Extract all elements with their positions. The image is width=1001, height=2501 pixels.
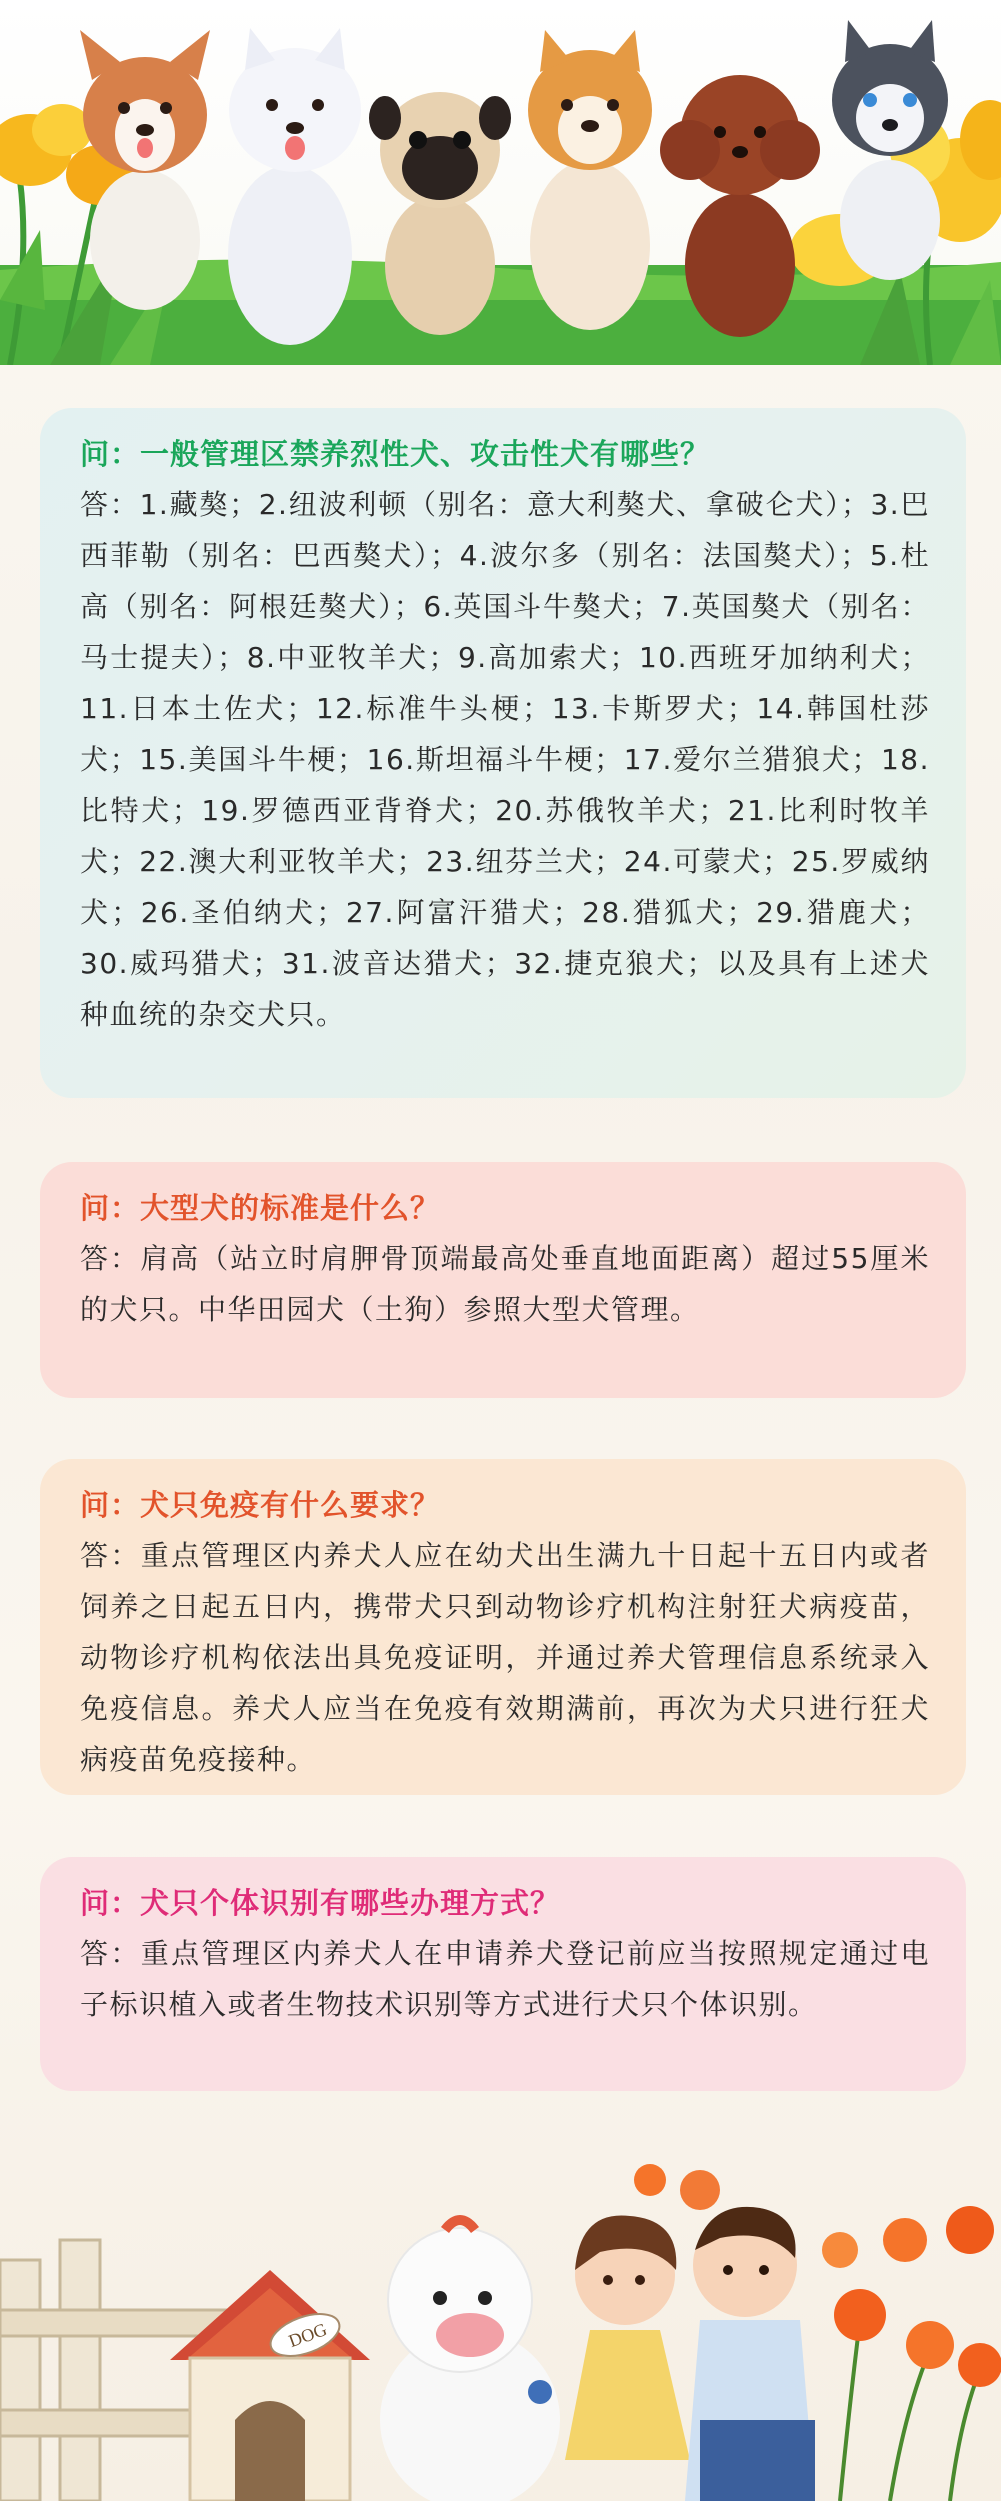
question-text: 问：大型犬的标准是什么？: [80, 1191, 441, 1225]
white-fluffy-dog: [380, 2220, 560, 2501]
dog-house: [170, 2270, 370, 2501]
answer-text: 答：肩高（站立时肩胛骨顶端最高处垂直地面距离）超过55厘米的犬只。中华田园犬（土狗）参照大型犬管理。: [80, 1241, 930, 1326]
dog-banner-illustration: [0, 0, 1001, 365]
qa-card-identification: [40, 1857, 966, 2091]
shiba-inu-dog-figure: [528, 30, 652, 330]
doghouse-sign-text: DOG: [285, 2319, 330, 2352]
man-figure: [685, 2207, 815, 2501]
samoyed-dog-figure: [228, 28, 361, 345]
qa-card-vaccination: [40, 1459, 966, 1795]
girl-figure: [565, 2215, 690, 2460]
qa-card-large-dog-standard: [40, 1162, 966, 1398]
answer-text: 答：重点管理区内养犬人在申请养犬登记前应当按照规定通过电子标识植入或者生物技术识别等方式进行犬只个体识别。: [80, 1936, 930, 2021]
qa-card-banned-breeds: [40, 408, 966, 1098]
orange-flowers-decoration: [634, 2164, 1001, 2501]
question-text: 问：犬只免疫有什么要求？: [80, 1488, 441, 1522]
question-text: 问：犬只个体识别有哪些办理方式？: [80, 1886, 561, 1920]
family-dog-illustration: [0, 2120, 1001, 2501]
bottom-illustration-svg: [0, 2120, 1001, 2501]
question-text: 问：一般管理区禁养烈性犬、攻击性犬有哪些？: [80, 437, 711, 471]
dog-banner-svg: [0, 0, 1001, 365]
answer-text: 答：重点管理区内养犬人应在幼犬出生满九十日起十五日内或者饲养之日起五日内，携带犬只到动物诊疗机构注射狂犬病疫苗，动物诊疗机构依法出具免疫证明，并通过养犬管理信息系统录入免疫信息。养犬人应当在免疫有效期满前，再次为犬只进行狂犬病疫苗免疫接种。: [80, 1538, 930, 1776]
answer-text: 答：1.藏獒；2.纽波利顿（别名：意大利獒犬、拿破仑犬）；3.巴西菲勒（别名：巴西獒犬）；4.波尔多（别名：法国獒犬）；5.杜高（别名：阿根廷獒犬）；6.英国斗牛獒犬；7.英国獒犬（别名：马士提夫）；8.中亚牧羊犬；9.高加索犬；10.西班牙加纳利犬；11.日本土佐犬；12.标准牛头梗；13.卡斯罗犬；14.韩国杜莎犬；15.美国斗牛梗；16.斯坦福斗牛梗；17.爱尔兰猎狼犬；18.比特犬；19.罗德西亚背脊犬；20.苏俄牧羊犬；21.比利时牧羊犬；22.澳大利亚牧羊犬；23.纽芬兰犬；24.可蒙犬；25.罗威纳犬；26.圣伯纳犬；27.阿富汗猎犬；28.猎狐犬；29.猎鹿犬；30.威玛猎犬；31.波音达猎犬；32.捷克狼犬；以及具有上述犬种血统的杂交犬只。: [80, 487, 930, 1031]
